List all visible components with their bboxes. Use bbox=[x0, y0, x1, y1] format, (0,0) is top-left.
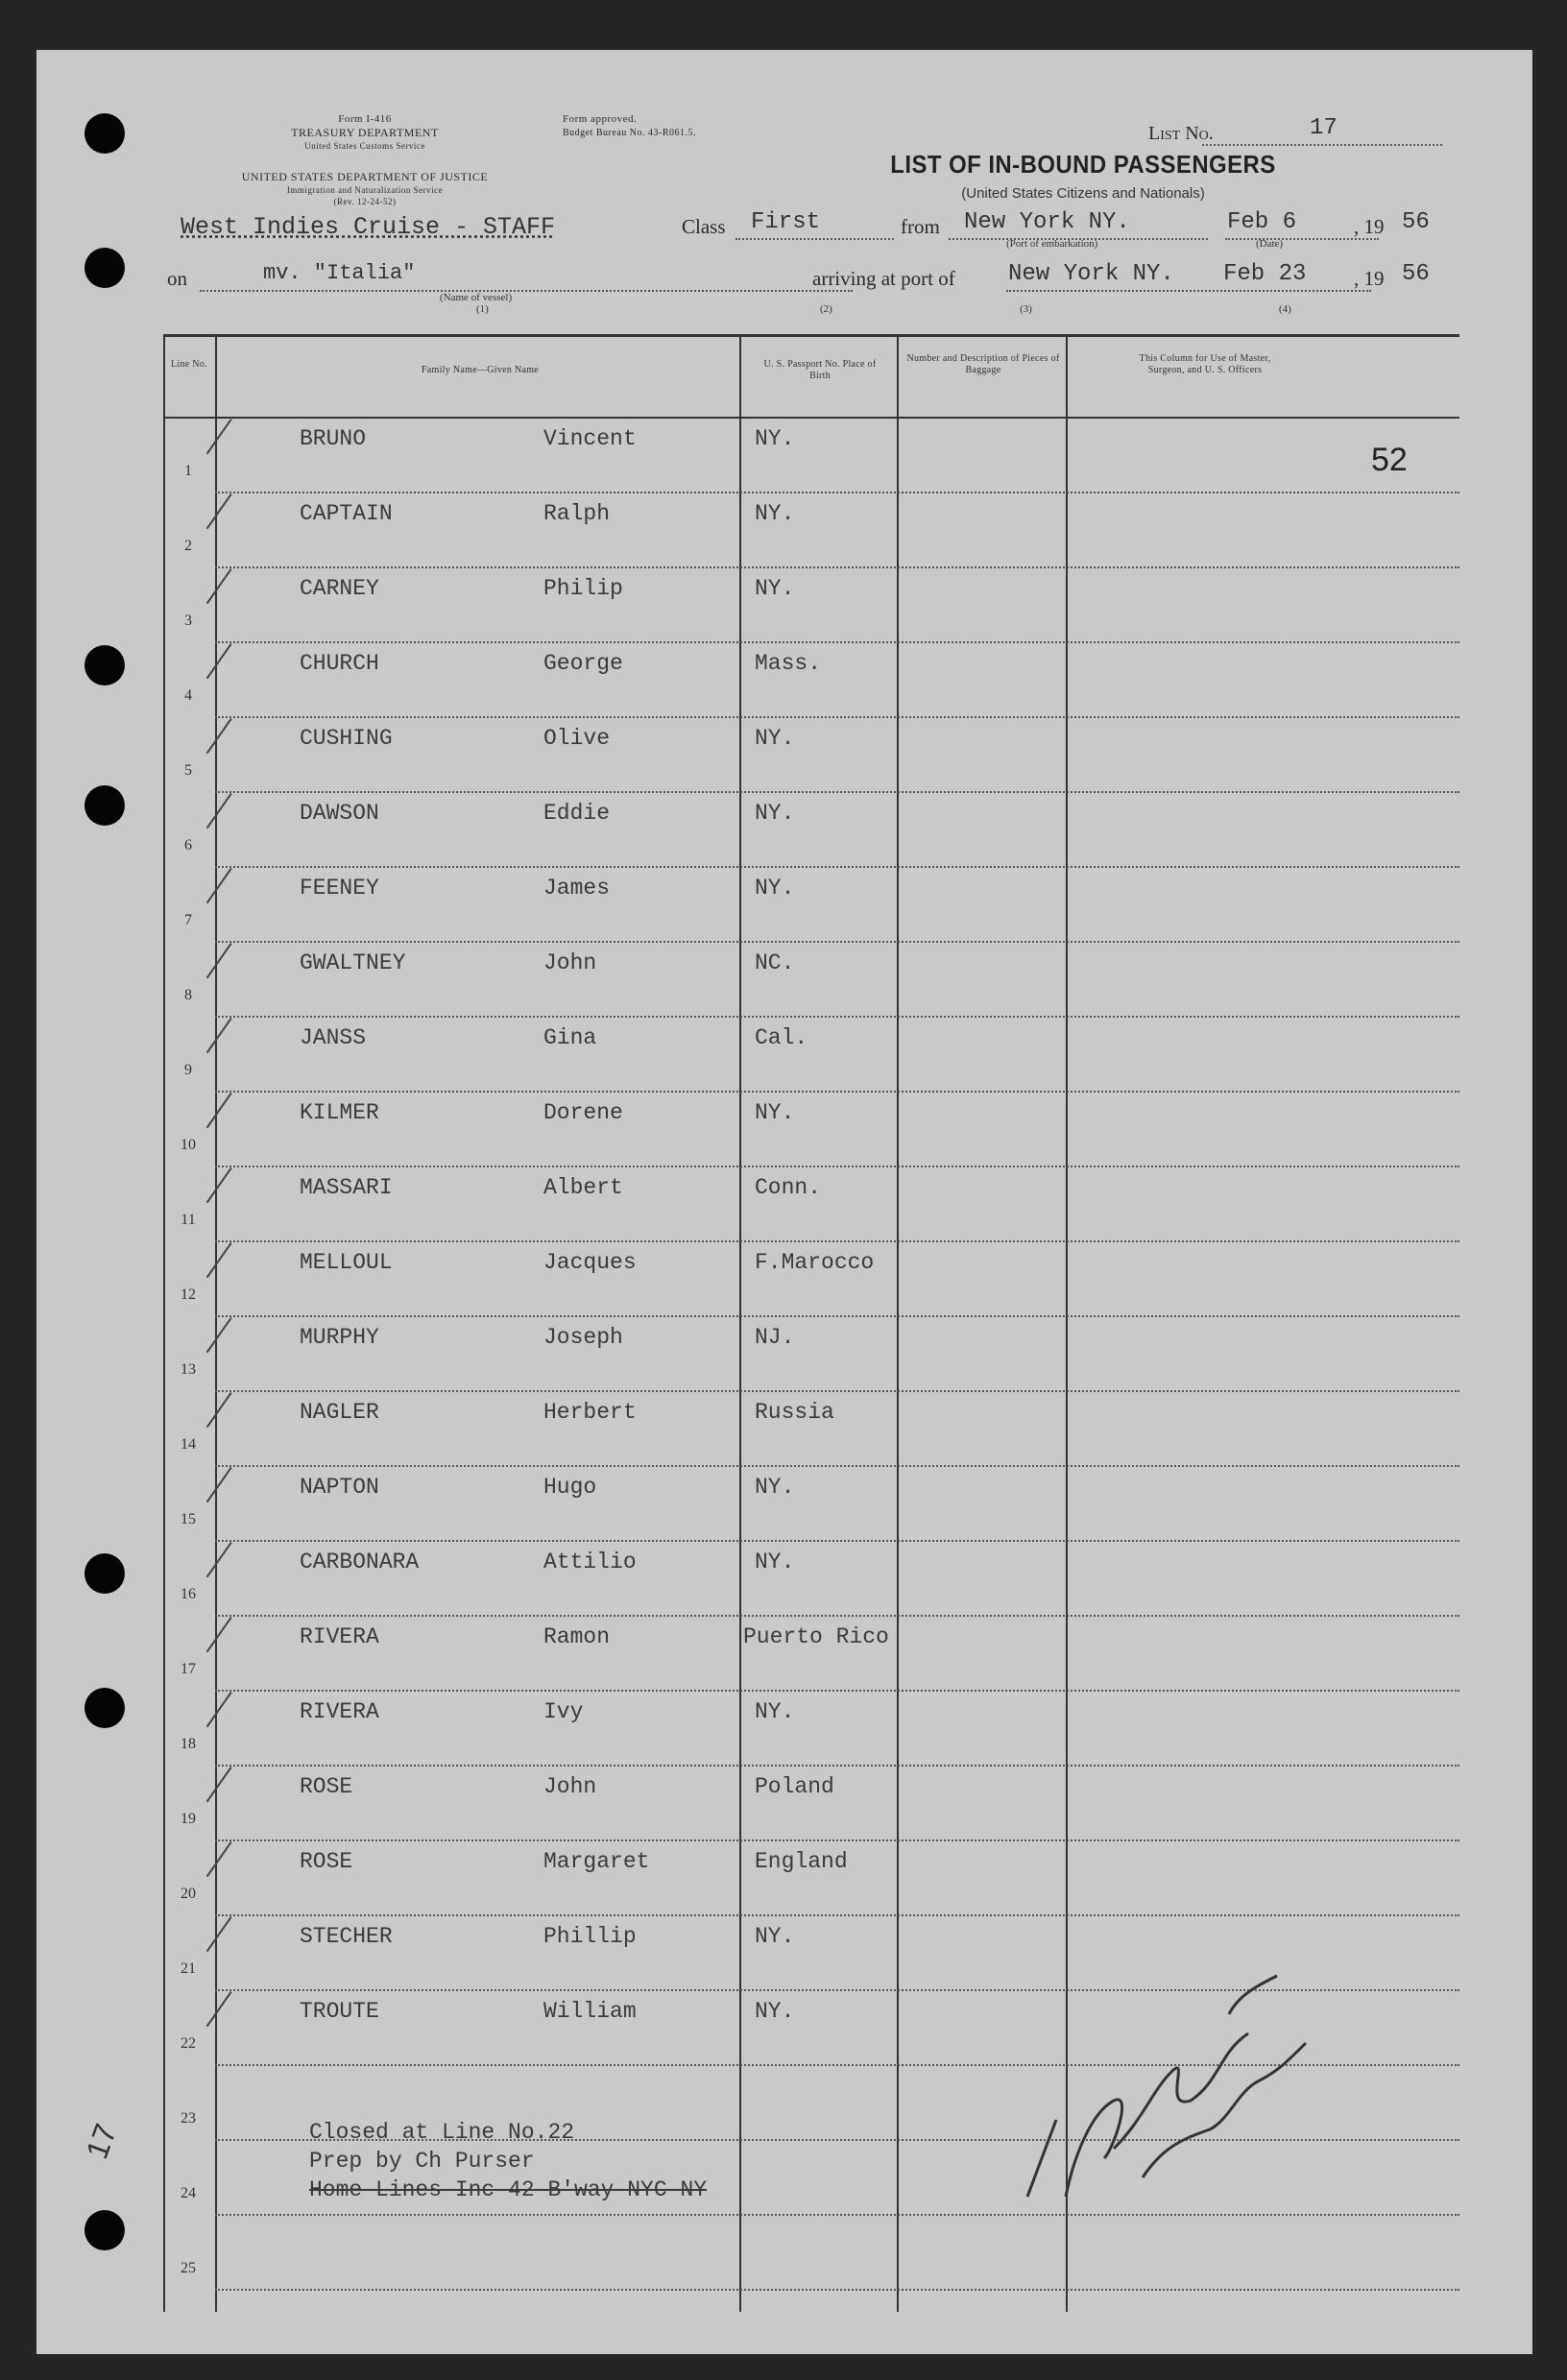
place-of-birth: Conn. bbox=[755, 1175, 822, 1200]
place-of-birth: Poland bbox=[755, 1774, 834, 1799]
check-mark bbox=[206, 419, 232, 454]
check-mark bbox=[206, 868, 232, 903]
place-of-birth: Cal. bbox=[755, 1025, 808, 1050]
row-separator bbox=[215, 1091, 1459, 1093]
check-mark bbox=[206, 718, 232, 754]
given-name: Ralph bbox=[543, 501, 611, 526]
given-name: John bbox=[543, 950, 597, 975]
line-number: 13 bbox=[181, 1361, 196, 1378]
line-number: 10 bbox=[181, 1137, 196, 1153]
col-header-passport: U. S. Passport No. Place of Birth bbox=[763, 359, 877, 381]
check-mark bbox=[206, 1242, 232, 1278]
col-header-officers: This Column for Use of Master, Surgeon, and U. S. Officers bbox=[1139, 353, 1271, 375]
line-number: 19 bbox=[181, 1811, 196, 1827]
line-number: 7 bbox=[184, 912, 192, 928]
punch-hole bbox=[84, 2210, 125, 2250]
check-mark bbox=[206, 1317, 232, 1353]
given-name: Jacques bbox=[543, 1250, 637, 1275]
col-border bbox=[163, 334, 165, 2312]
manifest-page bbox=[36, 50, 1532, 2354]
line-number: 1 bbox=[184, 463, 192, 479]
family-name: CHURCH bbox=[300, 651, 379, 676]
place-of-birth: Mass. bbox=[755, 651, 822, 676]
family-name: RIVERA bbox=[300, 1624, 379, 1649]
treasury-dept: TREASURY DEPARTMENT bbox=[291, 126, 439, 139]
margin-note: 17 bbox=[79, 2119, 124, 2164]
family-name: CUSHING bbox=[300, 726, 393, 751]
family-name: MASSARI bbox=[300, 1175, 393, 1200]
place-of-birth: NY. bbox=[755, 726, 795, 751]
given-name: Gina bbox=[543, 1025, 597, 1050]
check-mark bbox=[206, 643, 232, 679]
line-number: 5 bbox=[184, 762, 192, 779]
line-number: 12 bbox=[181, 1286, 196, 1303]
class-value: First bbox=[751, 209, 821, 235]
arrival-year: 56 bbox=[1402, 261, 1430, 287]
given-name: William bbox=[543, 1999, 637, 2024]
place-of-birth: NY. bbox=[755, 501, 795, 526]
date-caption: (Date) bbox=[1256, 238, 1284, 250]
check-mark bbox=[206, 1542, 232, 1577]
given-name: George bbox=[543, 651, 623, 676]
arriving-label: arriving at port of bbox=[812, 267, 955, 290]
line-number: 16 bbox=[181, 1586, 196, 1602]
given-name: Philip bbox=[543, 576, 623, 601]
place-of-birth: Puerto Rico bbox=[743, 1624, 889, 1649]
check-mark bbox=[206, 1167, 232, 1203]
line-number: 20 bbox=[181, 1886, 196, 1902]
row-separator bbox=[215, 1465, 1459, 1467]
closing-line-2: Prep by Ch Purser bbox=[309, 2149, 535, 2174]
row-separator bbox=[215, 2289, 1459, 2291]
place-of-birth: Russia bbox=[755, 1400, 834, 1425]
check-mark bbox=[206, 943, 232, 978]
given-name: Joseph bbox=[543, 1325, 623, 1350]
punch-hole bbox=[84, 1688, 125, 1728]
caption-3: (3) bbox=[1020, 303, 1032, 315]
punch-hole bbox=[84, 113, 125, 154]
from-year-prefix: , 19 bbox=[1354, 215, 1385, 238]
given-name: Vincent bbox=[543, 426, 637, 451]
line-number: 9 bbox=[184, 1062, 192, 1078]
line-number: 22 bbox=[181, 2035, 196, 2052]
row-separator bbox=[215, 1690, 1459, 1692]
row-separator bbox=[215, 716, 1459, 718]
place-of-birth: NY. bbox=[755, 1999, 795, 2024]
family-name: NAGLER bbox=[300, 1400, 379, 1425]
check-mark bbox=[206, 1767, 232, 1802]
row-separator bbox=[215, 791, 1459, 793]
family-name: NAPTON bbox=[300, 1475, 379, 1500]
place-of-birth: NY. bbox=[755, 1550, 795, 1575]
row-separator bbox=[215, 941, 1459, 943]
line-number: 3 bbox=[184, 613, 192, 629]
from-label: from bbox=[901, 215, 940, 238]
handwritten-signature bbox=[999, 1957, 1344, 2206]
place-of-birth: NY. bbox=[755, 1699, 795, 1724]
row-separator bbox=[215, 1540, 1459, 1542]
check-mark bbox=[206, 568, 232, 604]
family-name: MELLOUL bbox=[300, 1250, 393, 1275]
class-label: Class bbox=[682, 215, 726, 238]
row-separator bbox=[215, 1765, 1459, 1767]
place-of-birth: NY. bbox=[755, 1100, 795, 1125]
given-name: Attilio bbox=[543, 1550, 637, 1575]
check-mark bbox=[206, 1991, 232, 2027]
from-port: New York NY. bbox=[964, 209, 1130, 235]
col-border bbox=[739, 334, 741, 2312]
line-number: 14 bbox=[181, 1436, 196, 1453]
line-number: 2 bbox=[184, 538, 192, 554]
caption-2: (2) bbox=[820, 303, 832, 315]
header-bottom-border bbox=[163, 417, 1459, 419]
check-mark bbox=[206, 1841, 232, 1877]
vessel-caption-num: (1) bbox=[476, 303, 489, 315]
row-separator bbox=[215, 1240, 1459, 1242]
line-number: 23 bbox=[181, 2110, 196, 2127]
budget-bureau: Budget Bureau No. 43-R061.5. bbox=[563, 128, 696, 138]
justice-dept: UNITED STATES DEPARTMENT OF JUSTICE bbox=[241, 170, 489, 183]
family-name: CAPTAIN bbox=[300, 501, 393, 526]
given-name: Hugo bbox=[543, 1475, 597, 1500]
place-of-birth: NY. bbox=[755, 1475, 795, 1500]
list-no-line bbox=[1202, 144, 1442, 146]
line-number: 4 bbox=[184, 687, 192, 704]
place-of-birth: NC. bbox=[755, 950, 795, 975]
row-separator bbox=[215, 1914, 1459, 1916]
port-embark-caption: (Port of embarkation) bbox=[1006, 238, 1098, 250]
arrival-year-prefix: , 19 bbox=[1354, 267, 1385, 290]
line-number: 6 bbox=[184, 837, 192, 853]
place-of-birth: NJ. bbox=[755, 1325, 795, 1350]
officer-note: 52 bbox=[1371, 442, 1408, 478]
line-number: 8 bbox=[184, 987, 192, 1003]
place-of-birth: England bbox=[755, 1849, 848, 1874]
place-of-birth: NY. bbox=[755, 1924, 795, 1949]
line-number: 21 bbox=[181, 1960, 196, 1977]
check-mark bbox=[206, 1392, 232, 1428]
list-no-label: List No. bbox=[1148, 123, 1214, 144]
passenger-table bbox=[163, 334, 1459, 2312]
punch-hole bbox=[84, 785, 125, 826]
form-approved: Form approved. bbox=[563, 113, 638, 125]
punch-hole bbox=[84, 645, 125, 685]
closing-line-3: Home Lines Inc 42 B'way NYC NY bbox=[309, 2177, 708, 2202]
row-separator bbox=[215, 1016, 1459, 1018]
row-separator bbox=[215, 1839, 1459, 1841]
place-of-birth: NY. bbox=[755, 876, 795, 901]
given-name: Ramon bbox=[543, 1624, 611, 1649]
family-name: CARBONARA bbox=[300, 1550, 420, 1575]
family-name: STECHER bbox=[300, 1924, 393, 1949]
list-no-value: 17 bbox=[1310, 115, 1338, 141]
given-name: James bbox=[543, 876, 611, 901]
family-name: ROSE bbox=[300, 1774, 353, 1799]
family-name: ROSE bbox=[300, 1849, 353, 1874]
place-of-birth: NY. bbox=[755, 801, 795, 826]
cruise-name: West Indies Cruise - STAFF bbox=[181, 213, 556, 241]
check-mark bbox=[206, 1617, 232, 1652]
given-name: Eddie bbox=[543, 801, 611, 826]
form-number: Form I-416 bbox=[338, 113, 392, 125]
line-number: 15 bbox=[181, 1511, 196, 1527]
on-label: on bbox=[167, 267, 187, 290]
page-title: LIST OF IN-BOUND PASSENGERS bbox=[890, 150, 1276, 179]
from-year: 56 bbox=[1402, 209, 1430, 235]
check-mark bbox=[206, 1093, 232, 1128]
given-name: Herbert bbox=[543, 1400, 637, 1425]
caption-4: (4) bbox=[1279, 303, 1291, 315]
given-name: Olive bbox=[543, 726, 611, 751]
place-of-birth: NY. bbox=[755, 426, 795, 451]
family-name: BRUNO bbox=[300, 426, 367, 451]
punch-hole bbox=[84, 248, 125, 288]
ins-service: Immigration and Naturalization Service bbox=[286, 185, 444, 195]
line-number: 18 bbox=[181, 1736, 196, 1752]
row-separator bbox=[215, 1615, 1459, 1617]
page-subtitle: (United States Citizens and Nationals) bbox=[961, 185, 1205, 202]
family-name: RIVERA bbox=[300, 1699, 379, 1724]
check-mark bbox=[206, 793, 232, 829]
vessel-caption: (Name of vessel) bbox=[440, 292, 513, 303]
class-line bbox=[735, 238, 894, 240]
col-header-baggage: Number and Description of Pieces of Baggage bbox=[906, 353, 1060, 375]
arrival-date: Feb 23 bbox=[1223, 261, 1307, 287]
check-mark bbox=[206, 493, 232, 529]
col-header-line-no: Line No. bbox=[171, 359, 207, 370]
arrival-port: New York NY. bbox=[1008, 261, 1174, 287]
vessel-line bbox=[200, 290, 853, 292]
given-name: Ivy bbox=[543, 1699, 584, 1724]
family-name: CARNEY bbox=[300, 576, 379, 601]
line-number: 17 bbox=[181, 1661, 196, 1677]
given-name: Margaret bbox=[543, 1849, 650, 1874]
family-name: DAWSON bbox=[300, 801, 379, 826]
row-separator bbox=[215, 1390, 1459, 1392]
row-separator bbox=[215, 641, 1459, 643]
place-of-birth: NY. bbox=[755, 576, 795, 601]
arrival-line bbox=[1006, 290, 1371, 292]
given-name: Phillip bbox=[543, 1924, 637, 1949]
row-separator bbox=[215, 2214, 1459, 2216]
family-name: KILMER bbox=[300, 1100, 379, 1125]
check-mark bbox=[206, 1692, 232, 1727]
line-number: 11 bbox=[181, 1212, 196, 1228]
line-number: 24 bbox=[181, 2185, 196, 2201]
given-name: John bbox=[543, 1774, 597, 1799]
given-name: Dorene bbox=[543, 1100, 623, 1125]
table-top-border bbox=[163, 334, 1459, 337]
revision: (Rev. 12-24-52) bbox=[333, 197, 397, 206]
family-name: FEENEY bbox=[300, 876, 379, 901]
closing-line-1: Closed at Line No.22 bbox=[309, 2120, 575, 2145]
given-name: Albert bbox=[543, 1175, 623, 1200]
family-name: TROUTE bbox=[300, 1999, 379, 2024]
row-separator bbox=[215, 492, 1459, 493]
line-number: 25 bbox=[181, 2260, 196, 2276]
vessel-name: mv. "Italia" bbox=[263, 261, 416, 285]
family-name: GWALTNEY bbox=[300, 950, 406, 975]
row-separator bbox=[215, 1315, 1459, 1317]
from-date: Feb 6 bbox=[1227, 209, 1297, 235]
family-name: JANSS bbox=[300, 1025, 367, 1050]
customs-service: United States Customs Service bbox=[304, 141, 425, 151]
check-mark bbox=[206, 1018, 232, 1053]
row-separator bbox=[215, 566, 1459, 568]
col-border bbox=[897, 334, 899, 2312]
punch-hole bbox=[84, 1553, 125, 1594]
check-mark bbox=[206, 1467, 232, 1503]
place-of-birth: F.Marocco bbox=[755, 1250, 875, 1275]
check-mark bbox=[206, 1916, 232, 1952]
row-separator bbox=[215, 866, 1459, 868]
family-name: MURPHY bbox=[300, 1325, 379, 1350]
row-separator bbox=[215, 1166, 1459, 1167]
col-header-name: Family Name—Given Name bbox=[421, 365, 540, 375]
